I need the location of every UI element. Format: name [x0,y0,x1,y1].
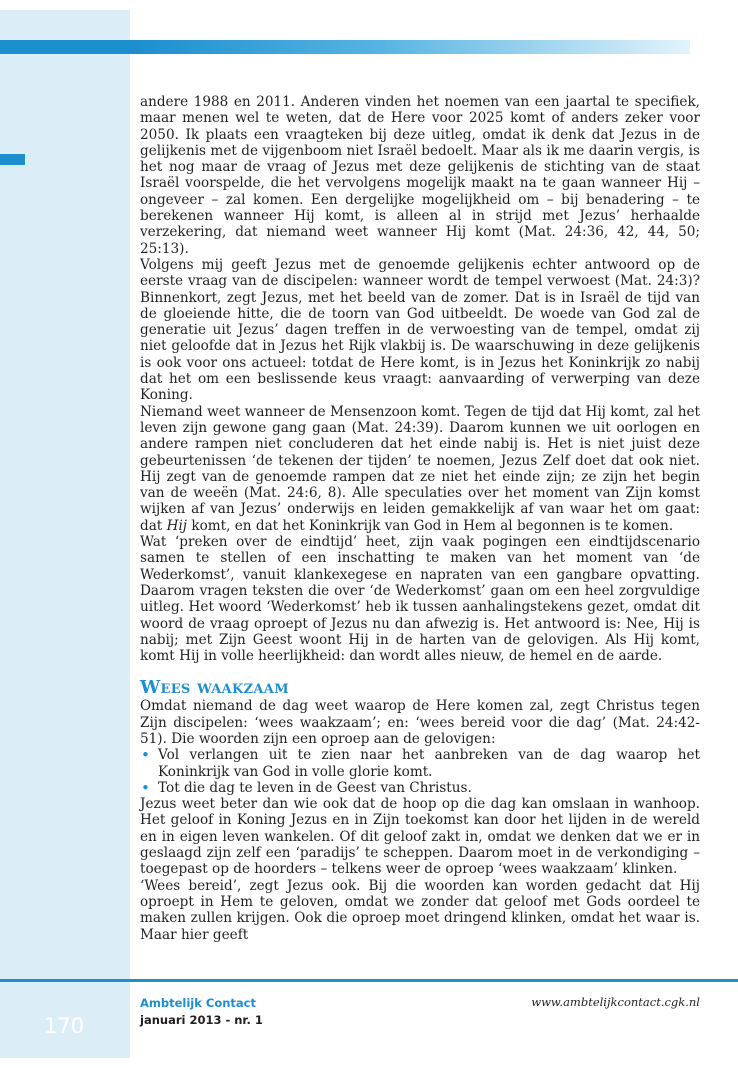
bullet-list [140,747,700,796]
left-margin-marker [0,154,25,165]
paragraph-2: Volgens mij geeft Jezus met de genoemde gelijkenis echter antwoord op de eerste vraag van de discipelen: wanneer wordt de tempel verwoest (Mat. 24:3)? Binnenkort, zegt Jezus, met het beeld van de zomer. Dat is in Israël de tijd van de gloeiende hitte, die de toorn van God uitbeeldt. De woede van God zal de generatie uit Jezus’ dagen treffen in de verwoesting van de tempel, omdat zij niet geloofde dat in Jezus het Rijk vlakbij is. De waarschuwing in deze gelijkenis is ook voor ons actueel: totdat de Here komt, is in Jezus het Koninkrijk zo nabij dat het om een beslissende keus vraagt: aanvaarding of verwerping van deze Koning. [140,256,700,404]
magazine-title: Ambtelijk Contact [140,996,256,1010]
paragraph-4: Wat ‘preken over de eindtijd’ heet, zijn vaak pogingen een eindtijdscenario samen te stellen of een inschatting te maken van het moment van ‘de Wederkomst’, vanuit klankexegese en napraten van een gangbare opvatting. Daarom vragen teksten die over ‘de Wederkomst’ gaan om een heel zorgvuldige uitleg. Het woord ‘Wederkomst’ heb ik tussen aanhalingstekens gezet, omdat dit woord de vraag oproept of Jezus nu dan afwezig is. Het antwoord is: Nee, Hij is nabij; met Zijn Geest woont Hij in de harten van de gelovigen. Als Hij komt, komt Hij in volle heerlijkheid: dan wordt alles nieuw, de hemel en de aarde. [140,534,700,665]
bullet-icon: • [141,746,150,765]
top-color-band [0,40,690,54]
section-heading: Wees waakzaam [140,677,289,699]
page-number: 170 [44,1014,85,1038]
list-item: • Tot die dag te leven in de Geest van Christus. [141,778,472,797]
issue-label: januari 2013 - nr. 1 [140,1013,263,1027]
footer-rule [0,979,738,982]
paragraph-3: Niemand weet wanneer de Mensenzoon komt. Tegen de tijd dat Hij komt, zal het leven zijn gewone gang gaan (Mat. 24:39). Daarom kunnen we uit oorlogen en andere rampen niet concluderen dat het einde nabij is. Het is niet juist deze gebeurtenissen ‘de tekenen der tijden’ te noemen, Jezus Zelf doet dat ook niet. Hij zegt van de genoemde rampen dat ze niet het einde zijn; ze zijn het begin van de weeën (Mat. 24:6, 8). Alle speculaties over het moment van Zijn komst wijken af van Jezus’ onderwijs en leiden gemakkelijk af van waar het om gaat: dat Hij komt, en dat het Koninkrijk van God in Hem al begonnen is te komen. [140,403,700,534]
paragraph-1: andere 1988 en 2011. Anderen vinden het noemen van een jaartal te specifiek, maar menen wel te weten, dat de Here voor 2025 komt of anders zeker voor 2050. Ik plaats een vraagteken bij deze uitleg, omdat ik denk dat Jezus in de gelijkenis met de vijgenboom niet Israël bedoelt. Maar als ik me daarin vergis, is het nog maar de vraag of Jezus met deze gelijkenis de stichting van de staat Israël voorspelde, die het vervolgens mogelijk maakt na te gaan wanneer Hij – ongeveer – zal komen. Een dergelijke mogelijkheid om – bij benadering – te berekenen wanneer Hij komt, is alleen al in strijd met Jezus’ herhaalde verzekering, dat niemand weet wanneer Hij komt (Mat. 24:36, 42, 44, 50; 25:13). [140,94,700,257]
article-body [140,94,700,943]
bullet-icon: • [141,778,150,797]
list-item: • Vol verlangen uit te zien naar het aanbreken van de dag waarop het Koninkrijk van God in volle glorie komt. [141,746,700,780]
footer-magazine-info [140,995,263,1029]
website-link[interactable]: www.ambtelijkcontact.cgk.nl [531,995,700,1009]
paragraph-5: Jezus weet beter dan wie ook dat de hoop op die dag kan omslaan in wanhoop. Het geloof in Koning Jezus en in Zijn toekomst kan door het lijden in de wereld en in eigen leven wankelen. Of dit geloof zakt in, omdat we denken dat we er in geslaagd zijn zelf een ‘paradijs’ te scheppen. Daarom moet in de verkondiging – toegepast op de hoorders – telkens weer de oproep ‘wees waakzaam’ klinken. [140,796,700,878]
left-margin-strip [0,10,130,1058]
paragraph-6: ‘Wees bereid’, zegt Jezus ook. Bij die woorden kan worden gedacht dat Hij oproept in Hem te geloven, omdat we zonder dat geloof met Gods oordeel te maken zullen krijgen. Ook die oproep moet dringend klinken, omdat het waar is. Maar hier geeft [140,877,700,943]
section-intro: Omdat niemand de dag weet waarop de Here komen zal, zegt Christus tegen Zijn discipelen: ‘wees waakzaam’; en: ‘wees bereid voor die dag’ (Mat. 24:42-51). Die woorden zijn een oproep aan de gelovigen: [140,698,700,747]
